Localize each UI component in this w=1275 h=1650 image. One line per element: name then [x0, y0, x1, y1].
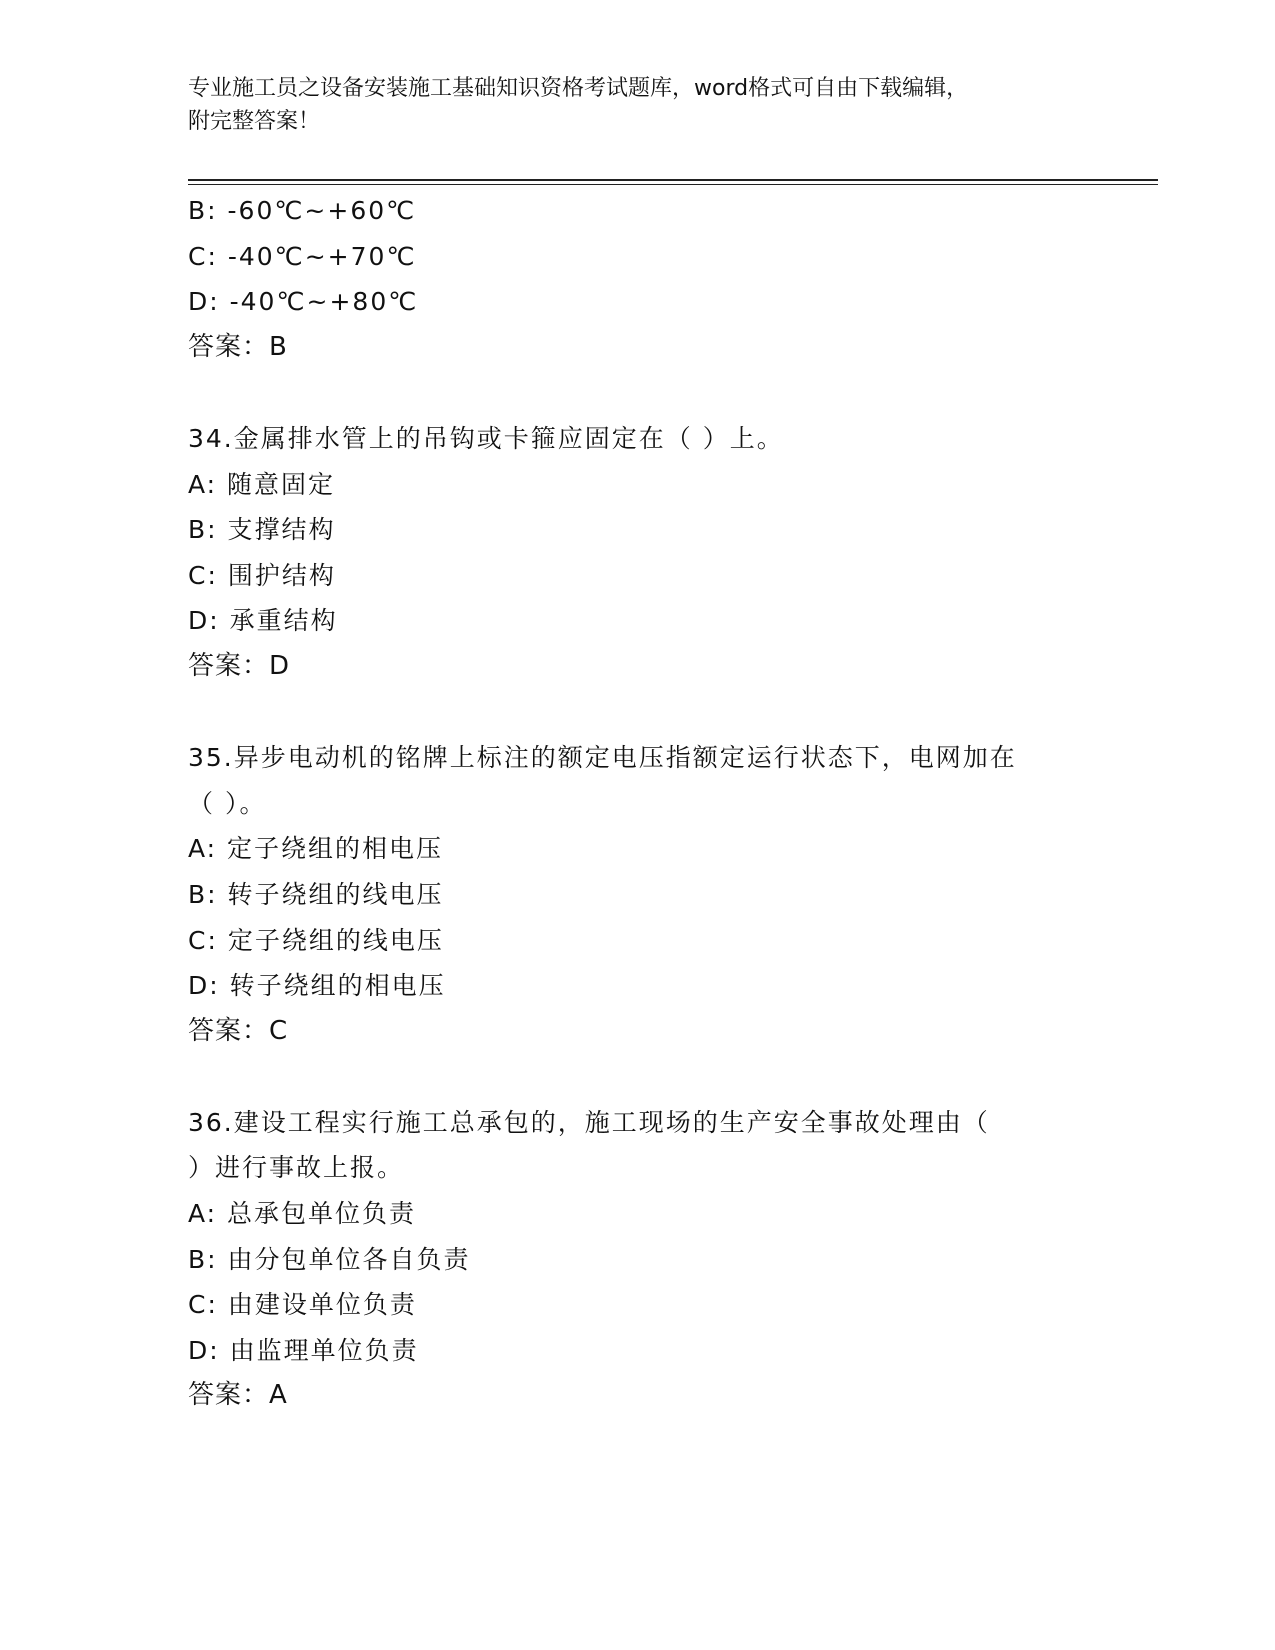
- header-line-1: 专业施工员之设备安装施工基础知识资格考试题库，word格式可自由下载编辑，: [188, 76, 969, 101]
- question-stem-continued: ）进行事故上报。: [188, 1153, 405, 1183]
- question-stem: 34.金属排水管上的吊钩或卡箍应固定在（ ）上。: [188, 423, 784, 453]
- option-b: B: -60℃~+60℃: [188, 196, 417, 225]
- question-block-33: [188, 188, 1088, 370]
- answer-line: 答案：B: [188, 331, 288, 362]
- answer-line: 答案：D: [188, 650, 291, 681]
- document-header: [188, 72, 1088, 138]
- option-a: A: 定子绕组的相电压: [188, 834, 444, 864]
- option-b: B: 支撑结构: [188, 515, 336, 545]
- option-d: D: 由监理单位负责: [188, 1335, 419, 1365]
- option-a: A: 随意固定: [188, 469, 336, 499]
- answer-line: 答案：A: [188, 1380, 288, 1411]
- header-line-2: 附完整答案！: [188, 109, 321, 134]
- block-spacer: [188, 370, 1088, 416]
- question-block-36: [188, 1100, 1088, 1419]
- block-spacer: [188, 1054, 1088, 1100]
- block-spacer: [188, 690, 1088, 736]
- question-stem: 35.异步电动机的铭牌上标注的额定电压指额定运行状态下，电网加在: [188, 743, 1017, 773]
- answer-line: 答案：C: [188, 1015, 289, 1046]
- option-c: C: -40℃~+70℃: [188, 241, 417, 271]
- option-d: D: 承重结构: [188, 606, 338, 636]
- option-c: C: 定子绕组的线电压: [188, 925, 444, 955]
- divider-thick: [188, 179, 1158, 181]
- question-block-34: [188, 416, 1088, 690]
- question-list: [188, 188, 1088, 1419]
- option-c: C: 围护结构: [188, 560, 336, 590]
- question-stem: 36.建设工程实行施工总承包的，施工现场的生产安全事故处理由（: [188, 1107, 990, 1137]
- question-block-35: [188, 735, 1088, 1054]
- option-b: B: 由分包单位各自负责: [188, 1244, 471, 1274]
- option-c: C: 由建设单位负责: [188, 1290, 417, 1320]
- header-divider: [188, 179, 1158, 185]
- question-stem-continued: （ ）。: [188, 788, 267, 818]
- option-d: D: -40℃~+80℃: [188, 287, 419, 317]
- option-d: D: 转子绕组的相电压: [188, 971, 446, 1001]
- option-a: A: 总承包单位负责: [188, 1199, 417, 1229]
- option-b: B: 转子绕组的线电压: [188, 879, 444, 909]
- divider-thin: [188, 184, 1158, 185]
